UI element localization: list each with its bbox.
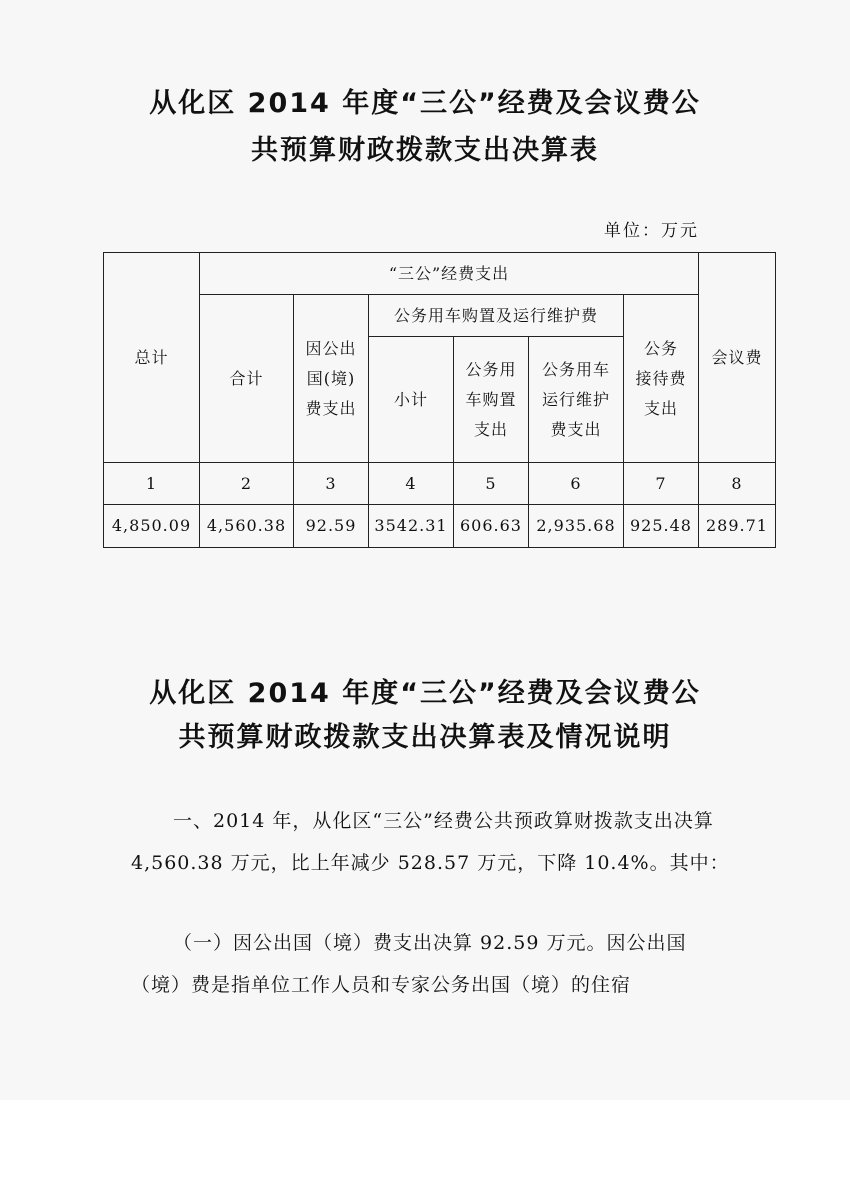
header-car-buy-line: 车购置 xyxy=(465,389,517,409)
section-title-line-2: 共预算财政拨款支出决算表及情况说明 xyxy=(178,722,672,753)
header-car-buy-line: 公务用 xyxy=(465,359,517,379)
value-cell: 289.71 xyxy=(699,505,776,548)
value-cell: 2,935.68 xyxy=(529,505,624,548)
header-meeting: 会议费 xyxy=(699,253,776,463)
header-car-run-line: 费支出 xyxy=(550,419,602,439)
header-abroad-line: 费支出 xyxy=(305,398,357,418)
header-abroad-line: 因公出 xyxy=(305,338,357,358)
header-abroad-line: 国(境) xyxy=(306,368,356,388)
value-cell: 925.48 xyxy=(624,505,699,548)
header-reception-line: 支出 xyxy=(643,398,678,418)
table-title-line-1: 从化区 2014 年度“三公”经费及会议费公 xyxy=(149,88,701,119)
header-reception-line: 接待费 xyxy=(635,368,687,388)
header-car: 公务用车购置及运行维护费 xyxy=(369,295,624,337)
header-car-run-line: 公务用车 xyxy=(541,359,610,379)
column-number: 6 xyxy=(529,463,624,505)
table-title-line-2: 共预算财政拨款支出决算表 xyxy=(251,135,599,166)
value-cell: 92.59 xyxy=(294,505,369,548)
column-number: 5 xyxy=(454,463,529,505)
header-heji: 合计 xyxy=(200,295,294,463)
budget-table xyxy=(103,252,776,548)
header-total: 总计 xyxy=(104,253,200,463)
value-cell: 4,560.38 xyxy=(200,505,294,548)
header-car-buy-line: 支出 xyxy=(473,419,508,439)
value-cell: 606.63 xyxy=(454,505,529,548)
column-number: 2 xyxy=(200,463,294,505)
header-car-run xyxy=(529,337,624,463)
header-abroad xyxy=(294,295,369,463)
header-car-run-line: 运行维护 xyxy=(541,389,610,409)
header-reception-line: 公务 xyxy=(643,338,678,358)
paragraph-1: 一、2014 年，从化区“三公”经费公共预政算财拨款支出决算 4,560.38 万元，比上年减少 528.57 万元，下降 10.4%。其中： xyxy=(131,810,730,874)
column-number: 8 xyxy=(699,463,776,505)
header-reception xyxy=(624,295,699,463)
header-sangong: “三公”经费支出 xyxy=(200,253,699,295)
paragraph-2: （一）因公出国（境）费支出决算 92.59 万元。因公出国（境）费是指单位工作人员和专家公务出国（境）的住宿 xyxy=(131,932,687,996)
unit-label: 单位：万元 xyxy=(604,221,699,241)
value-cell: 3542.31 xyxy=(369,505,454,548)
section-title-line-1: 从化区 2014 年度“三公”经费及会议费公 xyxy=(149,678,701,709)
header-subtotal: 小计 xyxy=(369,337,454,463)
column-number: 3 xyxy=(294,463,369,505)
value-cell: 4,850.09 xyxy=(104,505,200,548)
column-number: 1 xyxy=(104,463,200,505)
column-number: 7 xyxy=(624,463,699,505)
column-number: 4 xyxy=(369,463,454,505)
header-car-buy xyxy=(454,337,529,463)
